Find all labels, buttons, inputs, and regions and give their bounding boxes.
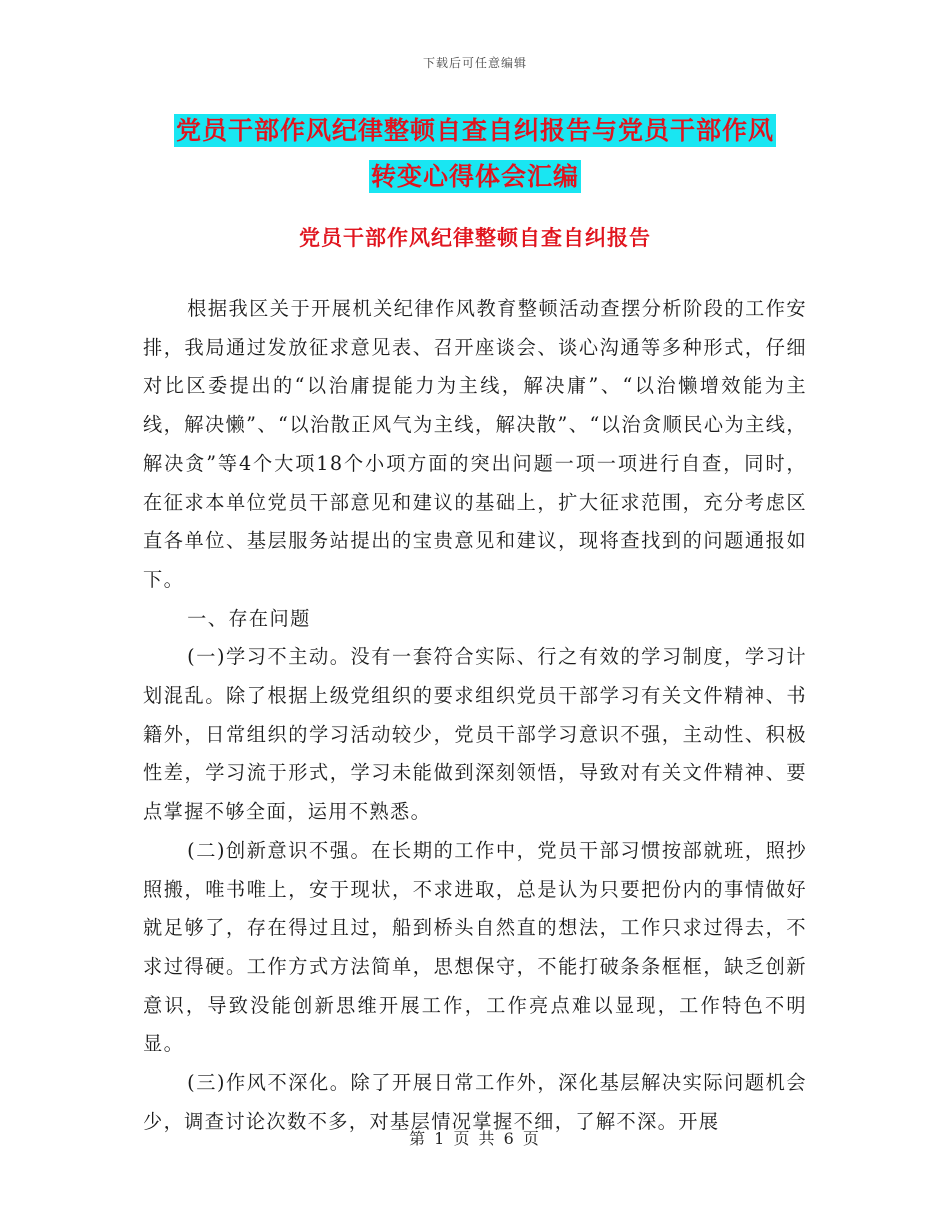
title-line-1: 党员干部作风纪律整顿自查自纠报告与党员干部作风 [175, 116, 774, 145]
document-body [143, 290, 807, 1141]
heading-problems: 一、存在问题 [187, 606, 311, 630]
document-title [145, 108, 805, 200]
page-footer: 第 1 页 共 6 页 [409, 1129, 541, 1148]
section-title: 党员干部作风纪律整顿自查自纠报告 [299, 226, 651, 250]
paragraph-style: (三)作风不深化。除了开展日常工作外，深化基层解决实际问题机会少，调查讨论次数不多，对基层情况掌握不细，了解不深。开展 [143, 1071, 807, 1133]
paragraph-intro: 根据我区关于开展机关纪律作风教育整顿活动查摆分析阶段的工作安排，我局通过发放征求意见表、召开座谈会、谈心沟通等多种形式，仔细对比区委提出的“以治庸提能力为主线，解决庸”、“以治懒增效能为主线，解决懒”、“以治散正风气为主线，解决散”、“以治贪顺民心为主线，解决贪”等4个大项18个小项方面的突出问题一项一项进行自查，同时，在征求本单位党员干部意见和建议的基础上，扩大征求范围，充分考虑区直各单位、基层服务站提出的宝贵意见和建议，现将查找到的问题通报如下。 [143, 297, 807, 591]
page-header: 下载后可任意编辑 [422, 56, 527, 70]
paragraph-study: (一)学习不主动。没有一套符合实际、行之有效的学习制度，学习计划混乱。除了根据上级党组织的要求组织党员干部学习有关文件精神、书籍外，日常组织的学习活动较少，党员干部学习意识不强，主动性、积极性差，学习流于形式，学习未能做到深刻领悟，导致对有关文件精神、要点掌握不够全面，运用不熟悉。 [143, 645, 807, 824]
paragraph-innovation: (二)创新意识不强。在长期的工作中，党员干部习惯按部就班，照抄照搬，唯书唯上，安于现状，不求进取，总是认为只要把份内的事情做好就足够了，存在得过且过，船到桥头自然直的想法，工作只求过得去，不求过得硬。工作方式方法简单，思想保守，不能打破条条框框，缺乏创新意识，导致没能创新思维开展工作，工作亮点难以显现，工作特色不明显。 [143, 838, 807, 1056]
title-line-2: 转变心得体会汇编 [370, 162, 579, 191]
